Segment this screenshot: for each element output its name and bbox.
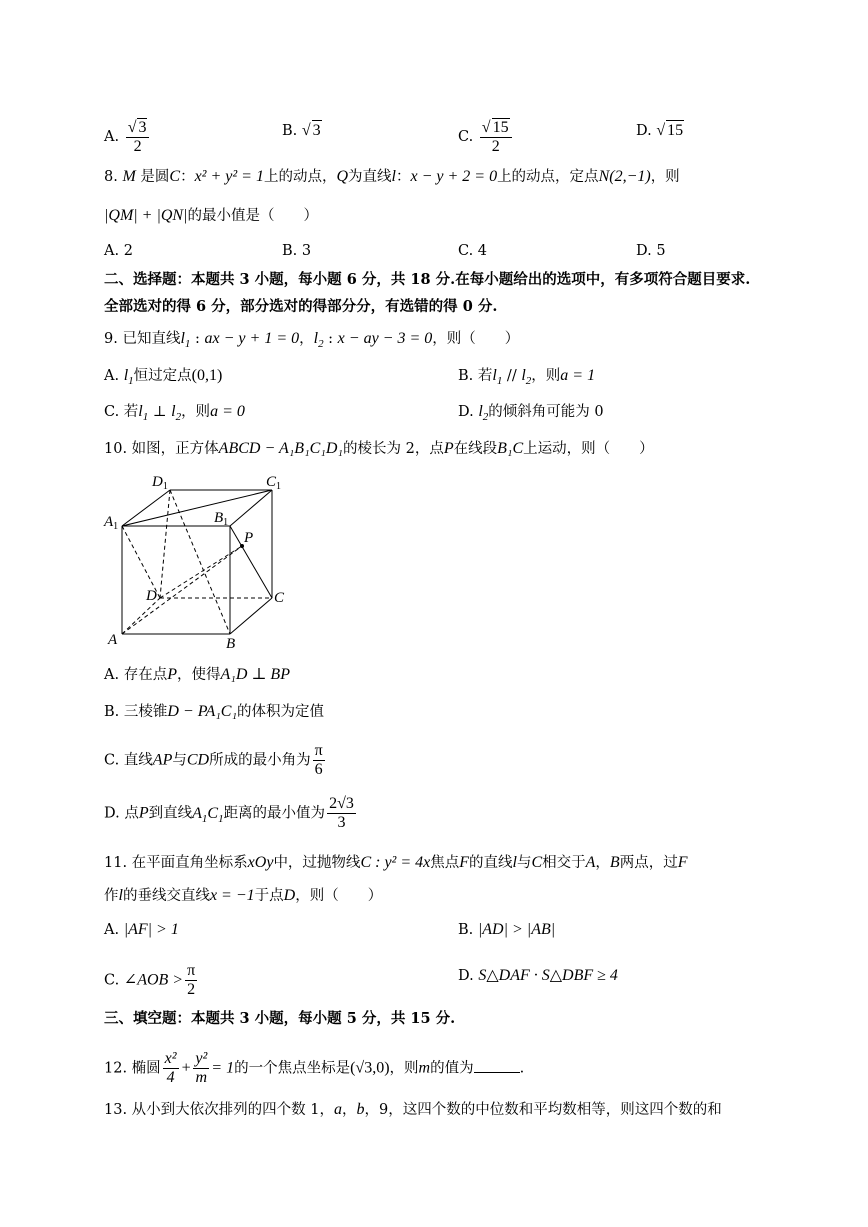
q10-option-d: D. 点P到直线$A_1C_1$距离的最小值为 $\frac{2√3}{3}$ [104,795,354,831]
q12-stem: 12. 椭圆 $\frac{\text{x²}}{4}$ + $\frac{\text{y²}}{m}$ = 1的一个焦点坐标是(√3,0)，则m的值为 . [104,1050,525,1086]
edge-b-c [230,598,272,634]
q9-option-b: B. 若$l_1 // l_2$，则a = 1 [458,367,596,388]
q13-stem: 13. 从小到大依次排列的四个数 1，a，b，9，这四个数的中位数和平均数相等，则这四个数的和 [104,1101,722,1118]
q7-option-c: C. $\frac{√ 15}{2}$ [458,118,514,156]
label-p: P [244,530,254,546]
label-b1: $B_1$ [214,510,229,528]
label-c: C [274,590,285,606]
answer-blank[interactable] [474,1058,520,1073]
label-d: D [146,588,157,604]
q7-options [0,108,868,155]
q9-option-d: D. $l_2$的倾斜角可能为 0 [458,403,604,424]
section2-heading-line2: 全部选对的得 6 分，部分选对的得部分分，有选错的得 0 分. [104,298,498,315]
q9-stem: 9. 已知直线$l_1$ : ax − y + 1 = 0，$l_2$ : x − ay − 3 = 0，则（ ） [104,330,520,351]
q8-option-a: A. 2 [104,243,133,259]
cube-figure [100,466,300,656]
label-a: A [108,632,118,648]
section3-heading: 三、填空题：本题共 3 小题，每小题 5 分，共 15 分. [104,1010,456,1027]
q7-option-a: A. $\frac{√ 3}{2}$ [104,118,151,156]
edge-d1-d [160,490,170,598]
q9-option-a: A. $l_1$恒过定点(0,1) [104,367,223,388]
diag-a1-c1 [122,490,272,526]
q11-stem-line1: 11. 在平面直角坐标系xOy中，过抛物线C : y² = 4x焦点F的直线l与C相交于A，B两点，过F [104,854,688,871]
q10-option-b: B. 三棱锥D − PA₁C₁的体积为定值 [104,703,325,720]
label-d1: $D_1$ [152,474,168,492]
q8-stem-line1: 8. M 是圆C：x² + y² = 1上的动点，Q为直线l：x − y + 2 = 0上的动点，定点N(2,−1)，则 [104,168,680,185]
q10-option-a: A. 存在点P，使得A₁D ⊥ BP [104,666,290,683]
q10-stem: 10. 如图，正方体ABCD − A₁B₁C₁D₁的棱长为 2，点P在线段B₁C上运动，则（ ） [104,440,654,457]
q7-option-d: D. √ 15 [636,122,684,139]
label-b: B [226,636,236,652]
q11-option-d: D. S△DAF · S△DBF ≥ 4 [458,967,618,984]
q8-option-b: B. 3 [282,243,312,259]
q7-option-b: B. √ 3 [282,122,321,139]
q11-option-c: C. ∠AOB > $\frac{\pi}{2}$ [104,962,196,998]
label-c1: $C_1$ [266,474,282,492]
q11-stem-line2: 作l的垂线交直线x = −1于点D，则（ ） [104,887,383,904]
q8-stem-line2: |QM| + |QN|的最小值是（ ） [104,207,318,224]
q8-option-d: D. 5 [636,243,666,259]
section2-heading-line1: 二、选择题：本题共 3 小题，每小题 6 分，共 18 分.在每小题给出的选项中，有多项符合题目要求. [104,271,751,288]
label-a1: $A_1$ [104,514,119,532]
q8-option-c: C. 4 [458,243,488,259]
q10-option-c: C. 直线AP与CD所成的最小角为 $\frac{\pi}{6}$ [104,742,323,778]
q11-option-b: B. |AD| > |AB| [458,921,556,938]
q9-option-c: C. 若$l_1$ ⊥ $l_2$，则a = 0 [104,403,245,424]
q11-option-a: A. |AF| > 1 [104,921,179,938]
